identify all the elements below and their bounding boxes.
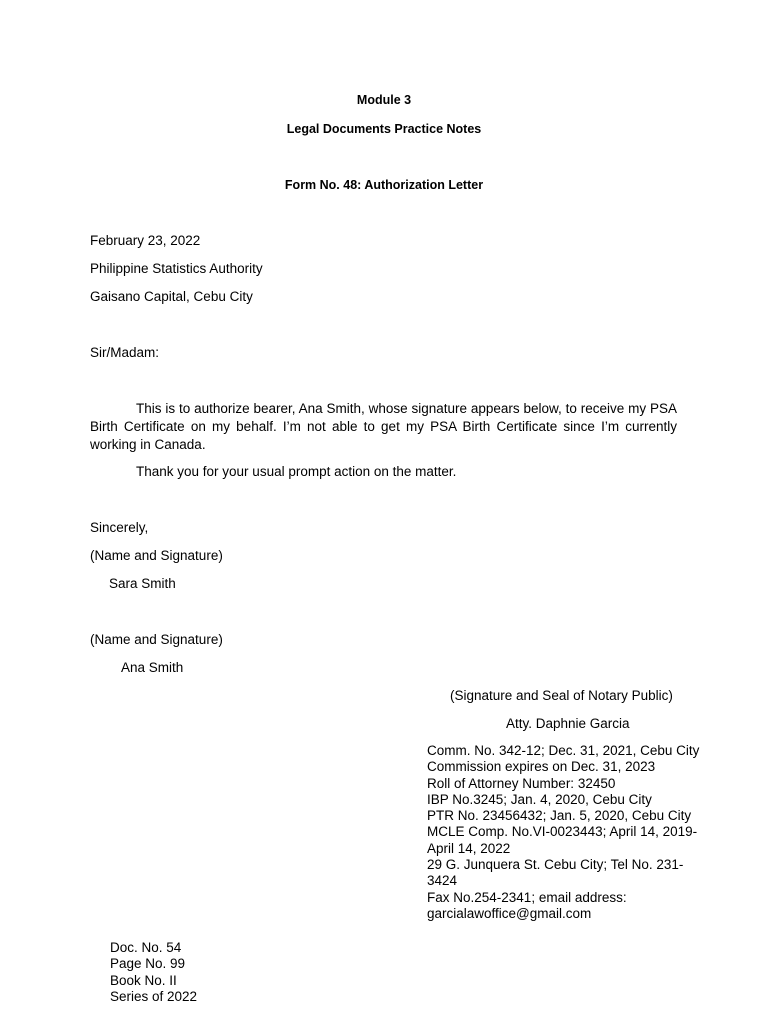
document-subtitle: Legal Documents Practice Notes xyxy=(286,122,482,136)
notary-detail-line: April 14, 2022 xyxy=(427,840,511,856)
notary-name: Atty. Daphnie Garcia xyxy=(506,716,630,731)
page-number: Page No. 99 xyxy=(110,956,186,972)
body-paragraph-1 xyxy=(90,400,677,454)
notary-detail-line: Fax No.254-2341; email address: xyxy=(427,889,627,905)
notary-detail-line: PTR No. 23456432; Jan. 5, 2020, Cebu City xyxy=(427,808,692,824)
module-heading: Module 3 xyxy=(356,93,412,107)
notary-detail-line: IBP No.3245; Jan. 4, 2020, Cebu City xyxy=(427,791,652,807)
notary-seal-label: (Signature and Seal of Notary Public) xyxy=(450,688,673,703)
notary-detail-line: Commission expires on Dec. 31, 2023 xyxy=(427,759,656,775)
form-title: Form No. 48: Authorization Letter xyxy=(284,178,484,192)
doc-info xyxy=(110,940,197,1005)
notary-details xyxy=(427,743,727,922)
recipient-address: Gaisano Capital, Cebu City xyxy=(90,289,253,304)
book-number: Book No. II xyxy=(110,972,177,988)
notary-detail-line: MCLE Comp. No.VI-0023443; April 14, 2019- xyxy=(427,824,698,840)
notary-detail-line: Roll of Attorney Number: 32450 xyxy=(427,775,616,791)
recipient-name: Philippine Statistics Authority xyxy=(90,261,263,276)
body-paragraph-2 xyxy=(90,463,677,481)
closing: Sincerely, xyxy=(90,520,149,535)
signer-2-name: Ana Smith xyxy=(121,660,184,675)
signer-2-label: (Name and Signature) xyxy=(90,632,223,647)
body-paragraph-1-text: This is to authorize bearer, Ana Smith, whose signature appears below, to receive my PSA Birth Certificate on my behalf. I’m not able to get my PSA Birth Certificate since I’m currently working in Canada. xyxy=(90,401,677,452)
notary-detail-line: 29 G. Junquera St. Cebu City; Tel No. 231- xyxy=(427,857,684,873)
signer-1-label: (Name and Signature) xyxy=(90,548,223,563)
signer-1-name: Sara Smith xyxy=(109,576,176,591)
notary-detail-line: Comm. No. 342-12; Dec. 31, 2021, Cebu City xyxy=(427,743,700,758)
body-paragraph-2-text: Thank you for your usual prompt action on the matter. xyxy=(136,464,457,479)
notary-detail-line: 3424 xyxy=(427,873,458,889)
letter-date: February 23, 2022 xyxy=(90,233,201,248)
notary-detail-line: garcialawoffice@gmail.com xyxy=(427,905,592,921)
doc-number: Doc. No. 54 xyxy=(110,940,182,955)
series-year: Series of 2022 xyxy=(110,988,198,1004)
salutation: Sir/Madam: xyxy=(90,345,160,360)
